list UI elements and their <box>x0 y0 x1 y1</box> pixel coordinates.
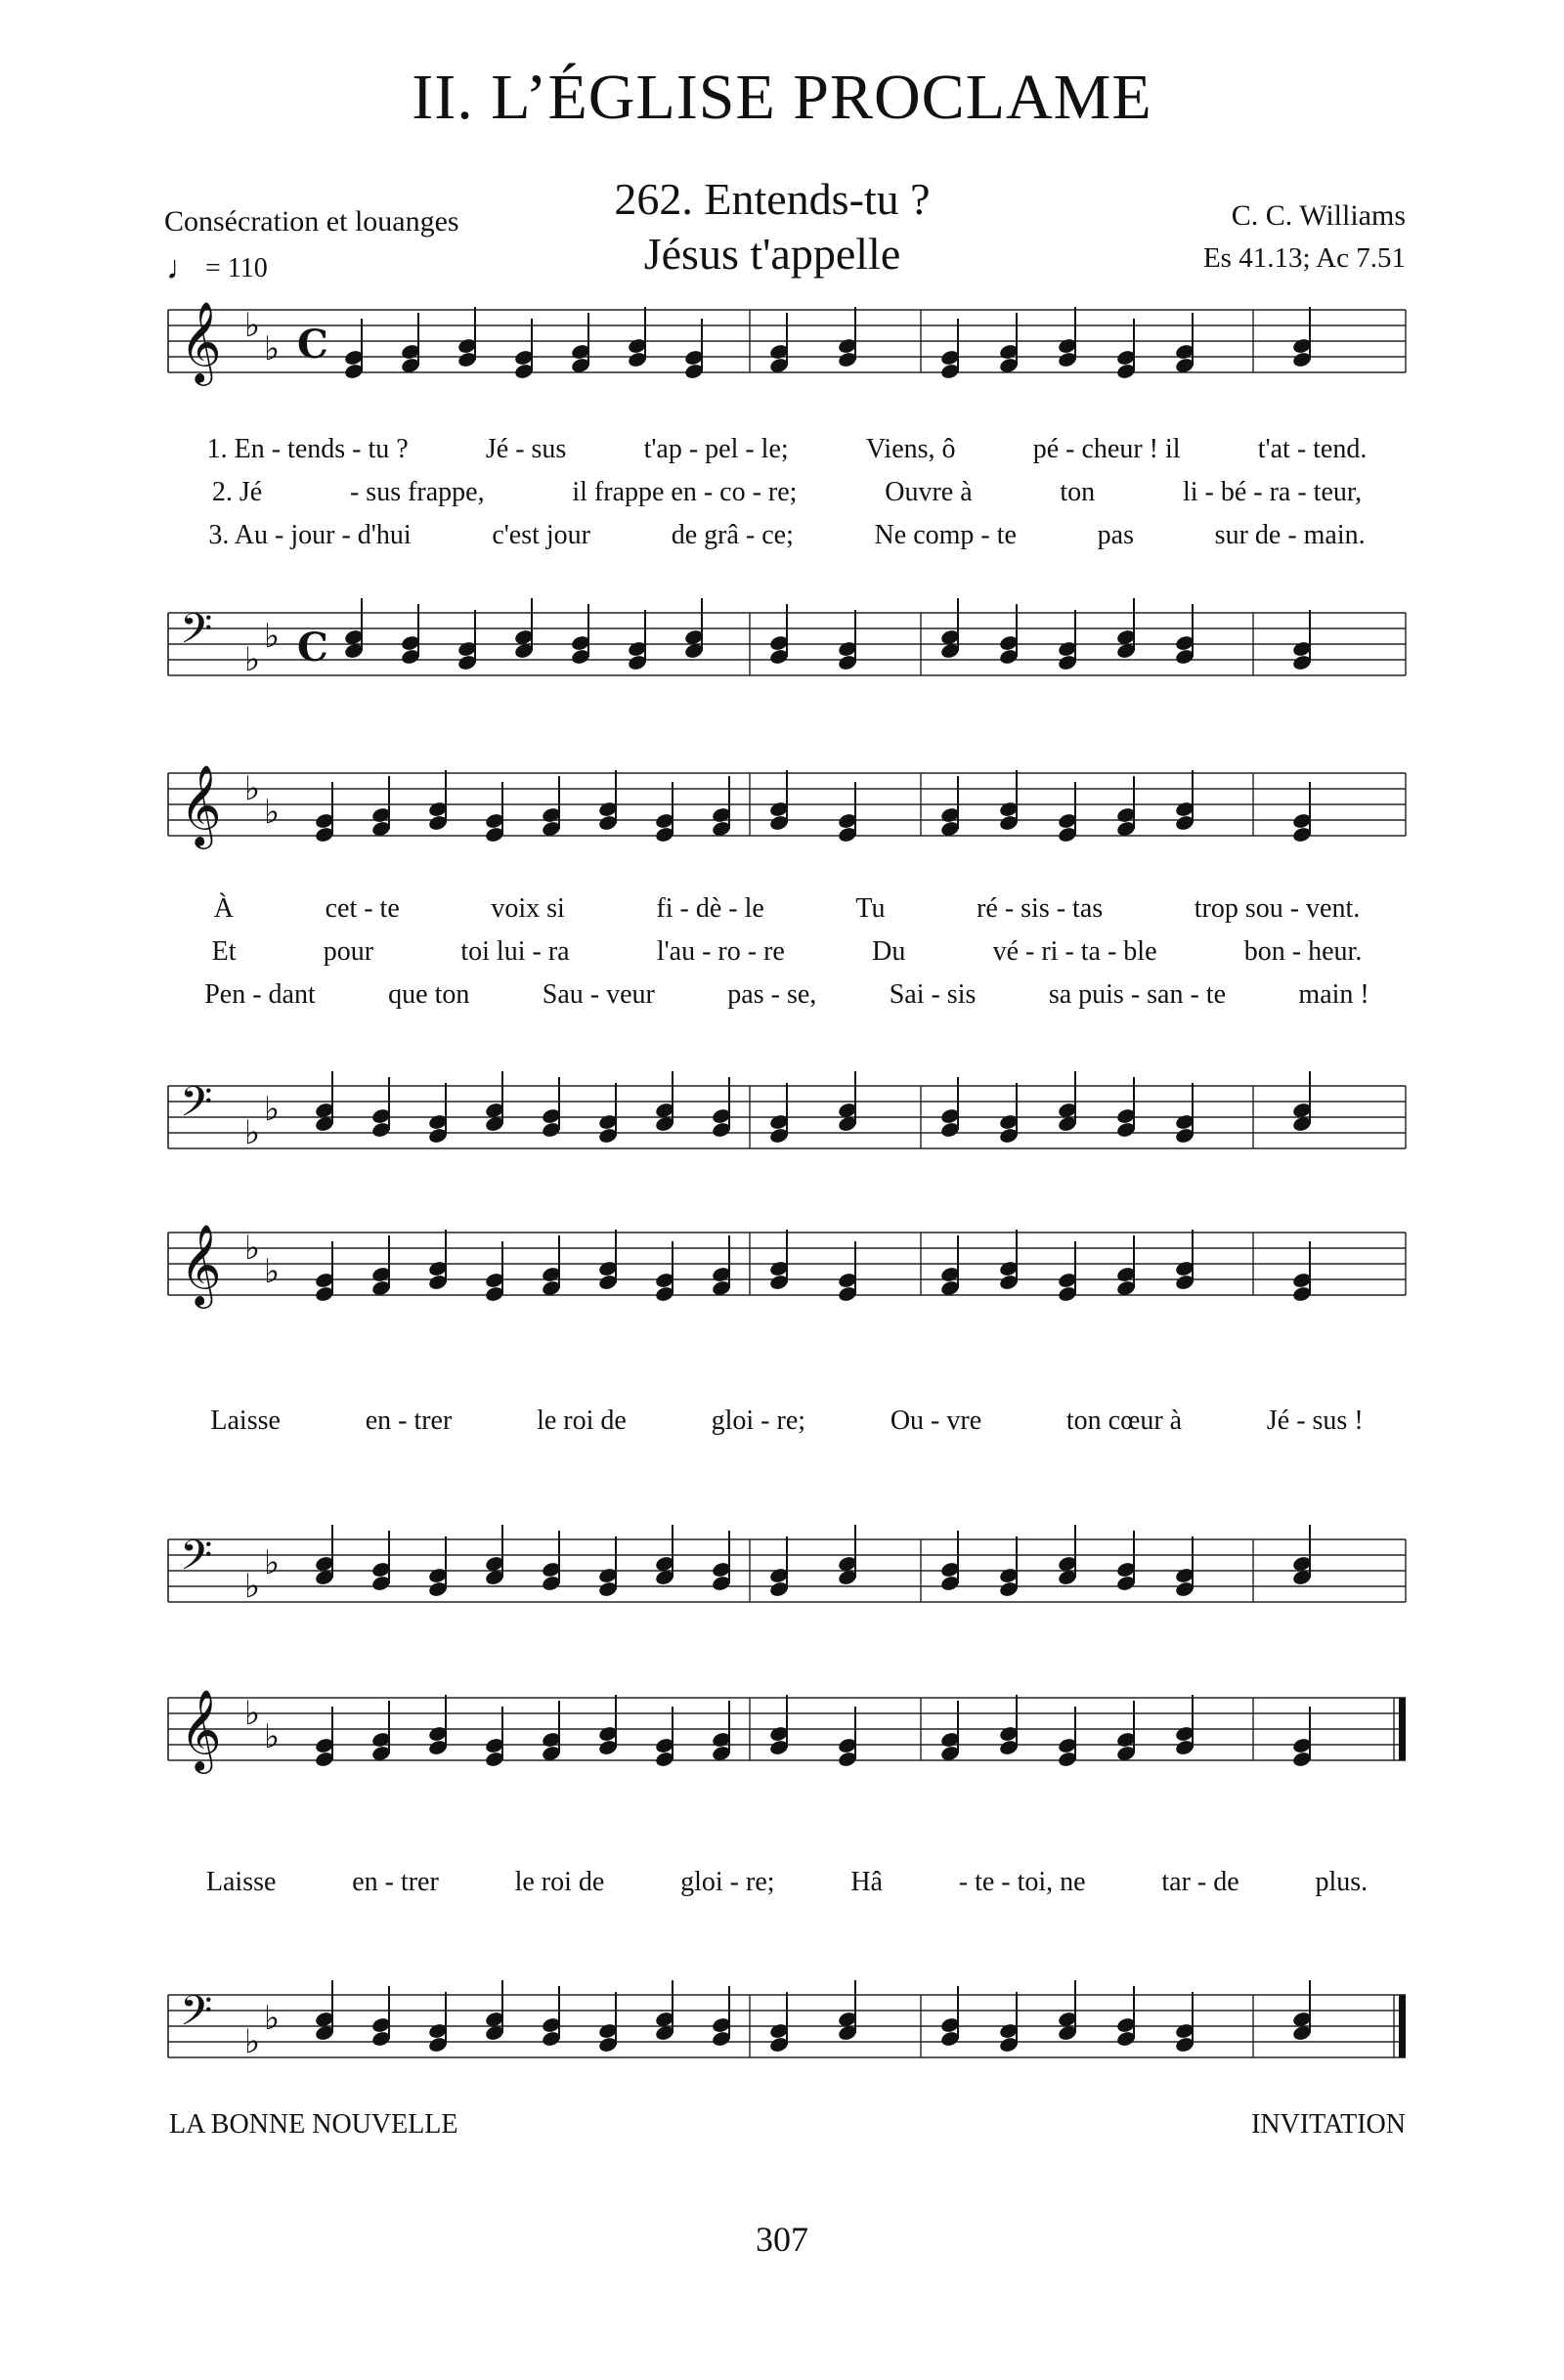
treble-staff-2 <box>168 763 1406 845</box>
bass-staff-4 <box>168 1987 1406 2061</box>
lyric-syllables: le roi de <box>537 1406 627 1436</box>
lyric-syllables: bon - heur. <box>1243 936 1363 967</box>
flat-icon: ♭ <box>244 306 261 345</box>
lyric-syllables: ton cœur à <box>1065 1406 1183 1436</box>
lyric-line <box>168 1406 1406 1437</box>
page-number: 307 <box>756 2220 808 2259</box>
lyric-syllables: l'au - ro - re <box>656 936 785 967</box>
footer-collection: LA BONNE NOUVELLE <box>169 2109 458 2140</box>
lyric-syllables: Laisse <box>205 1867 277 1897</box>
lyric-syllables: le roi de <box>514 1867 605 1897</box>
lyric-syllables: Laisse <box>210 1406 281 1436</box>
lyric-syllables: Sai - sis <box>889 979 977 1010</box>
lyric-syllables: ré - sis - tas <box>977 893 1104 924</box>
scripture-references: Es 41.13; Ac 7.51 <box>1202 242 1406 274</box>
flat-icon: ♭ <box>244 1113 261 1152</box>
section-title: II. L’ÉGLISE PROCLAME <box>412 62 1152 133</box>
lyric-syllables: - te - toi, ne <box>958 1867 1086 1897</box>
flat-icon: ♭ <box>264 329 281 368</box>
flat-icon: ♭ <box>244 2022 261 2061</box>
lyric-syllables: fi - dè - le <box>656 893 764 924</box>
lyric-syllables: Ou - vre <box>890 1406 982 1436</box>
lyric-syllables: plus. <box>1315 1867 1368 1897</box>
footer-theme: INVITATION <box>1251 2109 1406 2140</box>
tempo-marking <box>166 250 268 287</box>
lyric-syllables: t'at - tend. <box>1257 434 1368 464</box>
flat-icon: ♭ <box>264 617 281 656</box>
hymn-title <box>547 172 997 281</box>
lyric-syllables: ton <box>1060 477 1096 507</box>
lyric-syllables: c'est jour <box>492 520 590 550</box>
treble-clef-icon: 𝄞 <box>180 300 222 382</box>
lyric-syllables: À <box>213 893 235 924</box>
lyric-line <box>168 477 1406 508</box>
lyric-syllables: sa puis - san - te <box>1048 979 1226 1010</box>
lyric-line <box>168 1867 1406 1898</box>
lyric-syllables: t'ap - pel - le; <box>643 434 789 464</box>
flat-icon: ♭ <box>264 1543 281 1582</box>
lyric-syllables: Pen - dant <box>204 979 316 1010</box>
lyric-syllables: - sus frappe, <box>349 477 485 507</box>
common-time-icon: C <box>297 322 328 368</box>
lyric-syllables: li - bé - ra - teur, <box>1182 477 1363 507</box>
hymn-subtitle: Jésus t'appelle <box>643 229 901 279</box>
lyric-syllables: Viens, ô <box>865 434 956 464</box>
treble-staff-3 <box>168 1223 1406 1305</box>
flat-icon: ♭ <box>244 1694 261 1733</box>
lyric-syllables: en - trer <box>365 1406 453 1436</box>
hymn-category: Consécration et louanges <box>164 205 459 238</box>
lyric-syllables: trop sou - vent. <box>1194 893 1361 924</box>
hymn-author: C. C. Williams <box>1231 199 1406 232</box>
tempo-value: = 110 <box>205 253 268 283</box>
lyric-syllables: vé - ri - ta - ble <box>992 936 1157 967</box>
lyric-syllables: 2. Jé <box>211 477 263 507</box>
lyric-line <box>168 434 1406 465</box>
flat-icon: ♭ <box>244 1229 261 1268</box>
lyric-syllables: toi lui - ra <box>460 936 570 967</box>
treble-staff-1 <box>168 300 1406 382</box>
flat-icon: ♭ <box>244 640 261 679</box>
bass-staff-1 <box>168 605 1406 679</box>
bass-staff-2 <box>168 1078 1406 1152</box>
quarter-note-icon: ♩ <box>166 250 199 286</box>
treble-clef-icon: 𝄞 <box>180 1688 222 1770</box>
lyric-syllables: tar - de <box>1161 1867 1239 1897</box>
bass-clef-icon: 𝄢 <box>180 1987 213 2046</box>
lyric-syllables: Tu <box>855 893 886 924</box>
lyric-syllables: Jé - sus <box>485 434 567 464</box>
treble-staff-4 <box>168 1688 1406 1770</box>
lyric-syllables: cet - te <box>325 893 400 924</box>
lyric-syllables: Jé - sus ! <box>1266 1406 1364 1436</box>
lyric-syllables: pas <box>1097 520 1134 550</box>
lyric-syllables: pé - cheur ! il <box>1032 434 1181 464</box>
lyric-syllables: Du <box>872 936 906 967</box>
lyric-syllables: voix si <box>491 893 565 924</box>
lyric-syllables: sur de - main. <box>1214 520 1366 550</box>
lyric-syllables: que ton <box>388 979 470 1010</box>
lyric-syllables: gloi - re; <box>680 1867 775 1897</box>
flat-icon: ♭ <box>264 1999 281 2038</box>
lyric-syllables: 3. Au - jour - d'hui <box>208 520 412 550</box>
flat-icon: ♭ <box>244 769 261 808</box>
treble-clef-icon: 𝄞 <box>180 1223 222 1305</box>
lyric-syllables: pour <box>323 936 374 967</box>
lyric-line <box>168 936 1406 968</box>
lyric-syllables: il frappe en - co - re; <box>572 477 798 507</box>
lyric-syllables: gloi - re; <box>711 1406 806 1436</box>
bass-staff-3 <box>168 1532 1406 1606</box>
lyric-syllables: Ne comp - te <box>874 520 1017 550</box>
common-time-icon: C <box>297 625 328 671</box>
lyric-syllables: Et <box>211 936 237 967</box>
hymn-number-title: 262. Entends-tu ? <box>614 174 931 224</box>
lyric-line <box>168 893 1406 925</box>
treble-clef-icon: 𝄞 <box>180 763 222 845</box>
flat-icon: ♭ <box>264 1717 281 1756</box>
lyric-syllables: Hâ <box>850 1867 883 1897</box>
flat-icon: ♭ <box>264 793 281 832</box>
final-barline <box>1399 1698 1406 1760</box>
final-barline <box>1399 1995 1406 2057</box>
lyric-line <box>168 979 1406 1011</box>
bass-clef-icon: 𝄢 <box>180 1078 213 1137</box>
lyric-syllables: main ! <box>1298 979 1369 1010</box>
lyric-syllables: 1. En - tends - tu ? <box>206 434 409 464</box>
bass-clef-icon: 𝄢 <box>180 605 213 664</box>
lyric-syllables: de grâ - ce; <box>671 520 794 550</box>
lyric-syllables: en - trer <box>352 1867 439 1897</box>
flat-icon: ♭ <box>264 1090 281 1129</box>
flat-icon: ♭ <box>244 1567 261 1606</box>
lyric-syllables: Sau - veur <box>542 979 655 1010</box>
lyric-syllables: Ouvre à <box>885 477 973 507</box>
lyric-line <box>168 520 1406 551</box>
lyric-syllables: pas - se, <box>727 979 817 1010</box>
bass-clef-icon: 𝄢 <box>180 1532 213 1590</box>
flat-icon: ♭ <box>264 1252 281 1291</box>
